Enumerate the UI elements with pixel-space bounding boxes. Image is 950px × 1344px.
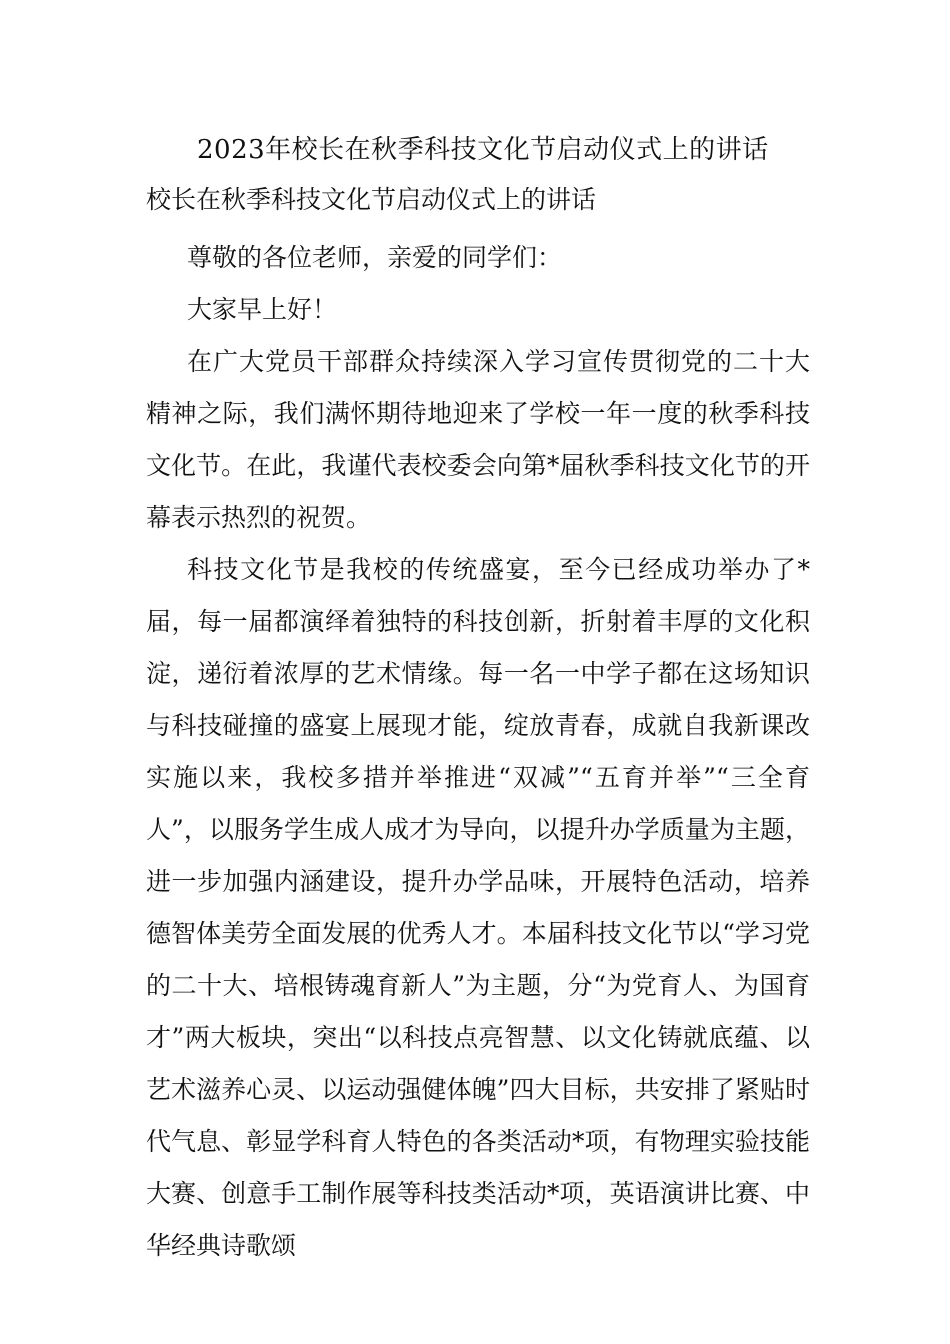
salutation: 尊敬的各位老师，亲爱的同学们： — [187, 243, 563, 272]
greeting: 大家早上好！ — [187, 295, 338, 324]
body-paragraph: 科技文化节是我校的传统盛宴，至今已经成功举办了*届，每一届都演绎着独特的科技创新，折射着丰厚的文化积淀，递衍着浓厚的艺术情缘。每一名一中学子都在这场知识与科技碰撞的盛宴上展现才能，绽放青春，成就自我新课改实施以来，我校多措并举推进“双减”“五育并举”“三全育人”，以服务学生成人成才为导向，以提升办学质量为主题，进一步加强内涵建设，提升办学品味，开展特色活动，培养德智体美劳全面发展的优秀人才。本届科技文化节以“学习党的二十大、培根铸魂育新人”为主题，分“为党育人、为国育才”两大板块，突出“以科技点亮智慧、以文化铸就底蕴、以艺术滋养心灵、以运动强健体魄”四大目标，共安排了紧贴时代气息、彰显学科育人特色的各类活动*项，有物理实验技能大赛、创意手工制作展等科技类活动*项，英语演讲比赛、中华经典诗歌颂 — [146, 555, 810, 1260]
body-paragraph: 在广大党员干部群众持续深入学习宣传贯彻党的二十大精神之际，我们满怀期待地迎来了学校一年一度的秋季科技文化节。在此，我谨代表校委会向第*届秋季科技文化节的开幕表示热烈的祝贺。 — [146, 347, 810, 532]
document-subtitle: 校长在秋季科技文化节启动仪式上的讲话 — [146, 185, 597, 214]
document-body — [146, 232, 810, 1272]
document-title: 2023年校长在秋季科技文化节启动仪式上的讲话 — [197, 135, 769, 165]
